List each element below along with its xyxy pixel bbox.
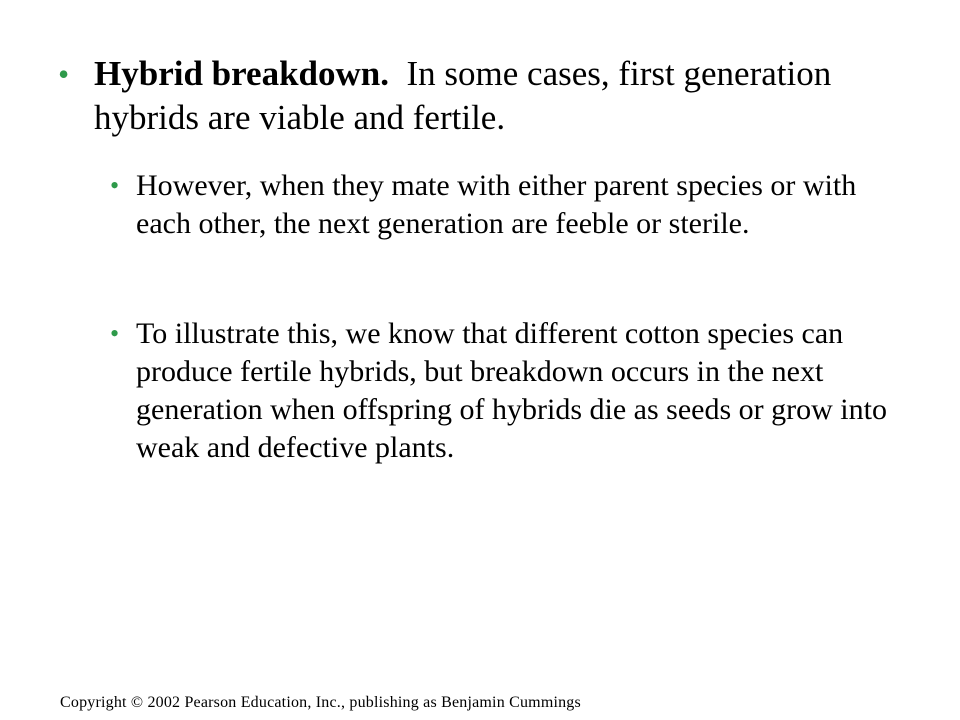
main-bullet <box>58 52 918 140</box>
bullet-marker: • <box>58 56 70 92</box>
sub-bullet-1 <box>110 167 910 243</box>
main-bullet-text <box>94 52 914 140</box>
main-bullet-heading: Hybrid breakdown. <box>94 54 389 93</box>
main-bullet-body: In some cases, first generation hybrids are viable and fertile. <box>94 54 840 137</box>
sub-bullet-text: However, when they mate with either parent species or with each other, the next generation are feeble or sterile. <box>136 169 857 240</box>
sub-bullet-text: To illustrate this, we know that different cotton species can produce fertile hybrids, but breakdown occurs in the next generation when offspring of hybrids die as seeds or grow into weak and defective plants. <box>136 317 887 464</box>
sub-bullet-marker: • <box>110 319 120 348</box>
sub-bullet-marker: • <box>110 171 120 200</box>
sub-bullet-2 <box>110 315 910 467</box>
copyright-notice: Copyright © 2002 Pearson Education, Inc., publishing as Benjamin Cummings <box>60 694 581 711</box>
